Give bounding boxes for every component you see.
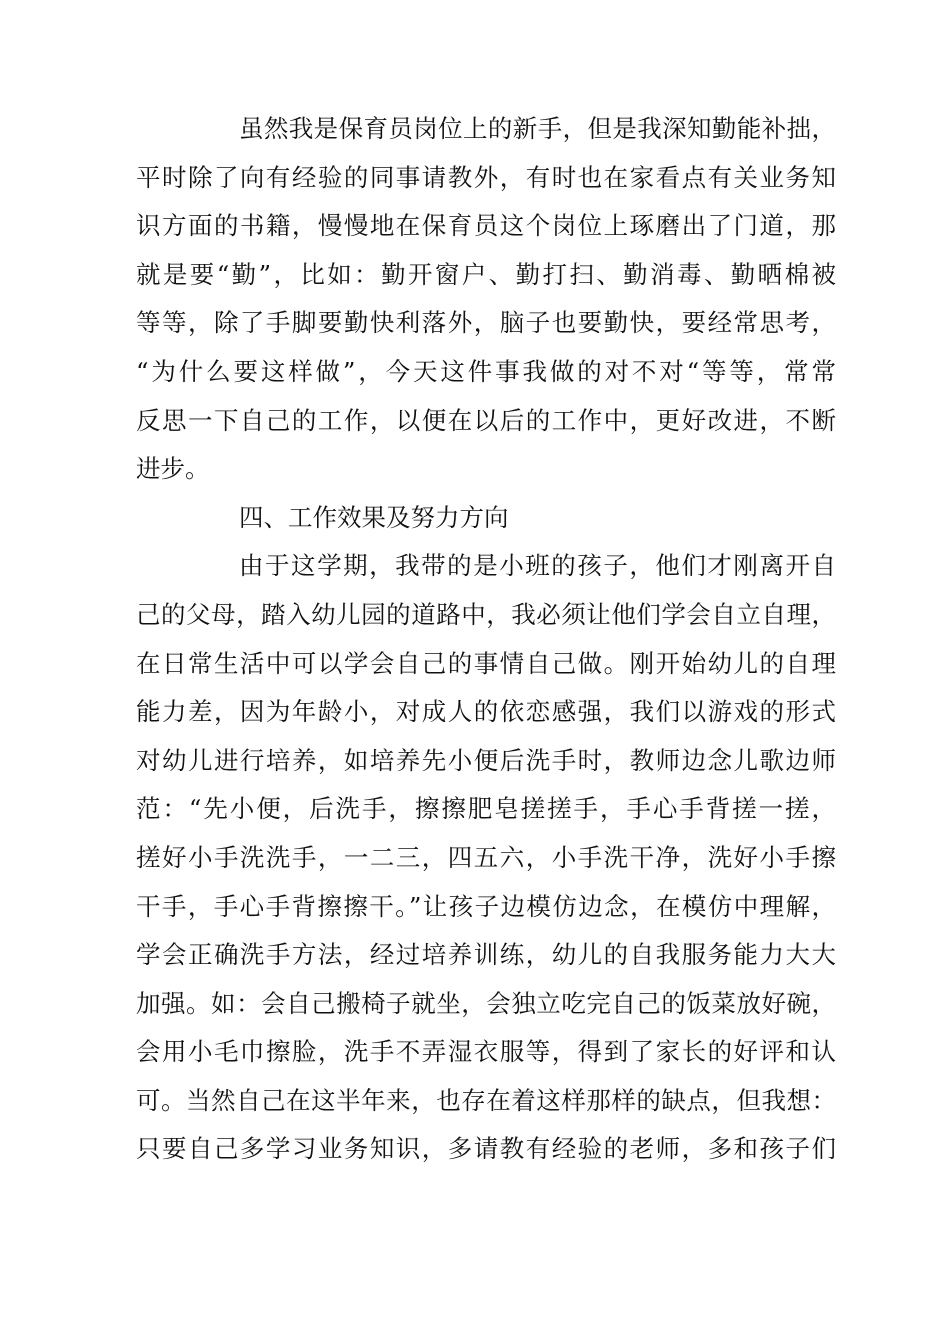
section-heading: 四、工作效果及努力方向 [239, 502, 509, 532]
paragraph-line: 在日常生活中可以学会自己的事情自己做。刚开始幼儿的自理 [136, 648, 836, 678]
paragraph-line: 己的父母，踏入幼儿园的道路中，我必须让他们学会自立自理， [136, 599, 836, 629]
paragraph-line: 识方面的书籍，慢慢地在保育员这个岗位上琢磨出了门道，那 [136, 211, 836, 241]
paragraph-line: 平时除了向有经验的同事请教外，有时也在家看点有关业务知 [136, 162, 836, 192]
paragraph-line: 虽然我是保育员岗位上的新手，但是我深知勤能补拙， [239, 114, 836, 143]
paragraph-line: 会用小毛巾擦脸，洗手不弄湿衣服等，得到了家长的好评和认 [136, 1037, 836, 1067]
paragraph-line: 可。当然自己在这半年来，也存在着这样那样的缺点，但我想： [136, 1085, 836, 1115]
paragraph-line: 搓好小手洗洗手，一二三，四五六，小手洗干净，洗好小手擦 [136, 842, 836, 872]
paragraph-line: 范：“先小便，后洗手，擦擦肥皂搓搓手，手心手背搓一搓， [136, 794, 836, 824]
paragraph-line: “为什么要这样做”，今天这件事我做的对不对“等等，常常 [136, 356, 836, 386]
paragraph-line: 就是要“勤”，比如：勤开窗户、勤打扫、勤消毒、勤晒棉被 [136, 259, 836, 289]
paragraph-line: 加强。如：会自己搬椅子就坐，会独立吃完自己的饭菜放好碗， [136, 988, 836, 1018]
paragraph-line: 反思一下自己的工作，以便在以后的工作中，更好改进，不断 [136, 405, 836, 435]
paragraph-work-attitude [136, 105, 836, 494]
paragraph-line: 干手，手心手背擦擦干。”让孩子边模仿边念，在模仿中理解， [136, 891, 836, 921]
paragraph-line: 只要自己多学习业务知识，多请教有经验的老师，多和孩子们 [136, 1134, 836, 1164]
paragraph-line: 学会正确洗手方法，经过培养训练，幼儿的自我服务能力大大 [136, 940, 836, 970]
document-body [136, 105, 836, 1174]
paragraph-line: 由于这学期，我带的是小班的孩子，他们才刚离开自 [239, 551, 836, 581]
paragraph-work-results [136, 542, 836, 1174]
paragraph-line: 能力差，因为年龄小，对成人的依恋感强，我们以游戏的形式 [136, 697, 836, 727]
paragraph-line: 进步。 [136, 454, 210, 484]
paragraph-line: 等等，除了手脚要勤快利落外，脑子也要勤快，要经常思考， [136, 308, 836, 338]
paragraph-line: 对幼儿进行培养，如培养先小便后洗手时，教师边念儿歌边师 [136, 745, 836, 775]
